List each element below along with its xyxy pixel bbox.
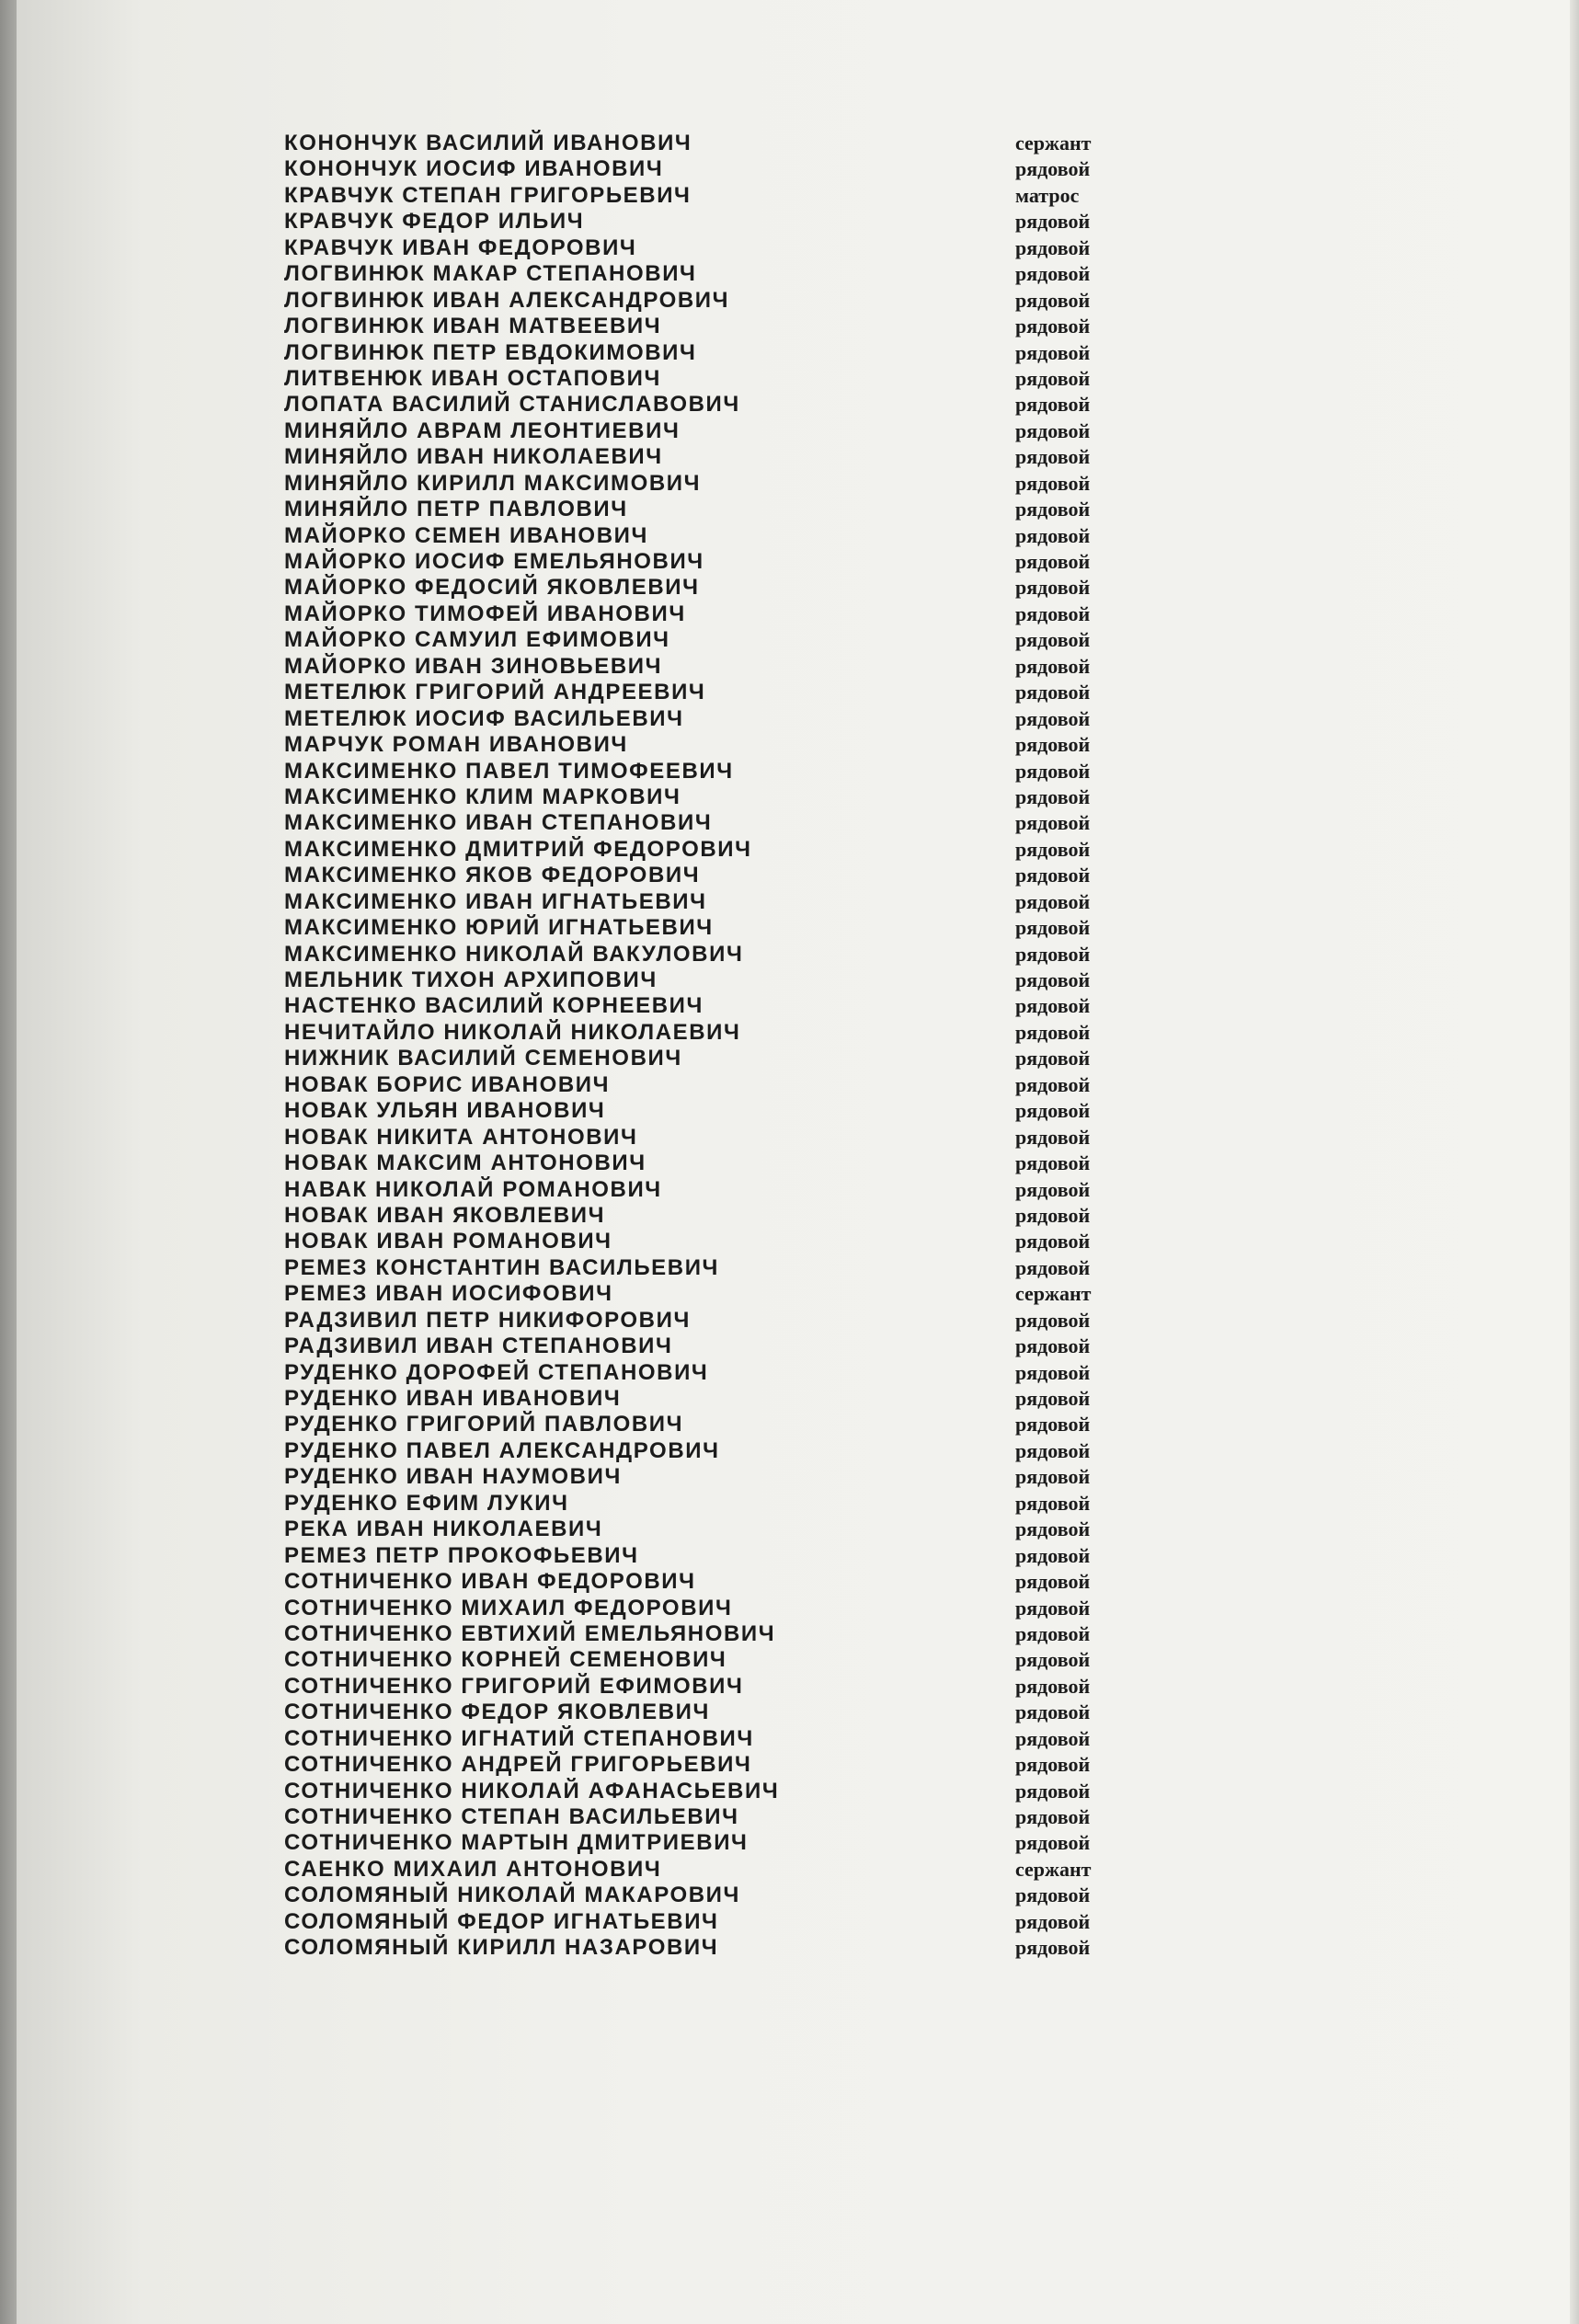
military-rank: рядовой [1015, 837, 1091, 861]
list-item [284, 1569, 1149, 1595]
military-rank: рядовой [1015, 366, 1091, 390]
person-name: МАЙОРКО ИОСИФ ЕМЕЛЬЯНОВИЧ [284, 549, 704, 574]
person-name: РЕКА ИВАН НИКОЛАЕВИЧ [284, 1517, 603, 1542]
military-rank: рядовой [1015, 1648, 1091, 1672]
military-rank: рядовой [1015, 942, 1091, 966]
list-item [284, 1281, 1149, 1307]
military-rank: рядовой [1015, 1465, 1091, 1489]
person-name: МАЙОРКО ИВАН ЗИНОВЬЕВИЧ [284, 653, 663, 679]
person-name: КОНОНЧУК ВАСИЛИЙ ИВАНОВИЧ [284, 131, 692, 155]
list-item [284, 1151, 1149, 1176]
military-rank: рядовой [1015, 994, 1091, 1018]
list-item [284, 1464, 1149, 1490]
list-item [284, 915, 1149, 941]
military-rank: сержант [1015, 132, 1092, 155]
list-item [284, 288, 1149, 314]
list-item [284, 1883, 1149, 1908]
military-rank: рядовой [1015, 784, 1091, 808]
list-item [284, 1072, 1149, 1098]
military-rank: рядовой [1015, 498, 1091, 521]
list-item [284, 1438, 1149, 1464]
person-name: ЛОГВИНЮК ИВАН МАТВЕЕВИЧ [284, 314, 662, 339]
military-rank: рядовой [1015, 1020, 1091, 1044]
person-name: РУДЕНКО ПАВЕЛ АЛЕКСАНДРОВИЧ [284, 1437, 720, 1463]
person-name: СОТНИЧЕНКО КОРНЕЙ СЕМЕНОВИЧ [284, 1647, 727, 1673]
list-item [284, 340, 1149, 366]
list-item [284, 575, 1149, 601]
list-item [284, 654, 1149, 680]
person-name: СОТНИЧЕНКО ЕВТИХИЙ ЕМЕЛЬЯНОВИЧ [284, 1620, 776, 1646]
person-name: ЛОГВИНЮК ИВАН АЛЕКСАНДРОВИЧ [284, 287, 730, 313]
person-name: МАКСИМЕНКО ПАВЕЛ ТИМОФЕЕВИЧ [284, 758, 734, 784]
list-item [284, 1386, 1149, 1412]
military-rank: рядовой [1015, 262, 1091, 286]
list-item [284, 1700, 1149, 1725]
list-item [284, 1177, 1149, 1203]
list-item [284, 784, 1149, 810]
person-name: МАКСИМЕНКО ЯКОВ ФЕДОРОВИЧ [284, 863, 701, 888]
person-name: МЕТЕЛЮК ИОСИФ ВАСИЛЬЕВИЧ [284, 705, 684, 731]
person-name: КРАВЧУК ФЕДОР ИЛЬИЧ [284, 209, 585, 235]
person-name: СОЛОМЯНЫЙ НИКОЛАЙ МАКАРОВИЧ [284, 1883, 741, 1908]
list-item [284, 131, 1149, 156]
military-rank: сержант [1015, 1857, 1092, 1881]
person-name: НОВАК УЛЬЯН ИВАНОВИЧ [284, 1098, 606, 1124]
list-item [284, 392, 1149, 418]
list-item [284, 1334, 1149, 1359]
person-name: СОТНИЧЕНКО МИХАИЛ ФЕДОРОВИЧ [284, 1595, 733, 1620]
person-name: СОТНИЧЕНКО АНДРЕЙ ГРИГОРЬЕВИЧ [284, 1752, 752, 1778]
person-name: МАЙОРКО ТИМОФЕЙ ИВАНОВИЧ [284, 601, 686, 626]
person-name: МАКСИМЕНКО ИВАН СТЕПАНОВИЧ [284, 810, 713, 836]
military-rank: рядовой [1015, 1438, 1091, 1462]
person-name: МАРЧУК РОМАН ИВАНОВИЧ [284, 732, 628, 758]
military-rank: рядовой [1015, 654, 1091, 678]
military-rank: рядовой [1015, 1072, 1091, 1096]
list-item [284, 1779, 1149, 1804]
list-item [284, 889, 1149, 915]
person-name: РУДЕНКО ДОРОФЕЙ СТЕПАНОВИЧ [284, 1359, 709, 1385]
list-item [284, 1857, 1149, 1883]
person-name: КОНОНЧУК ИОСИФ ИВАНОВИЧ [284, 156, 664, 182]
list-item [284, 1412, 1149, 1437]
list-item [284, 1543, 1149, 1569]
military-rank: рядовой [1015, 1099, 1091, 1123]
military-rank: рядовой [1015, 1125, 1091, 1149]
person-name: РУДЕНКО ИВАН НАУМОВИЧ [284, 1464, 622, 1490]
list-item [284, 1752, 1149, 1778]
list-item [284, 1046, 1149, 1071]
military-rank: рядовой [1015, 1779, 1091, 1803]
military-rank: рядовой [1015, 1413, 1091, 1437]
list-item [284, 759, 1149, 784]
person-name: МАКСИМЕНКО ИВАН ИГНАТЬЕВИЧ [284, 888, 707, 914]
list-item [284, 942, 1149, 967]
military-rank: рядовой [1015, 471, 1091, 495]
list-item [284, 444, 1149, 470]
person-name: МИНЯЙЛО ПЕТР ПАВЛОВИЧ [284, 497, 628, 522]
military-rank: рядовой [1015, 340, 1091, 364]
person-name: НОВАК ИВАН РОМАНОВИЧ [284, 1229, 612, 1254]
page-edge [1570, 0, 1579, 2324]
list-item [284, 183, 1149, 209]
person-name: МИНЯЙЛО ИВАН НИКОЛАЕВИЧ [284, 444, 663, 470]
military-rank: рядовой [1015, 1047, 1091, 1070]
person-name: СОТНИЧЕНКО ИВАН ФЕДОРОВИЧ [284, 1569, 696, 1595]
military-rank: рядовой [1015, 759, 1091, 783]
person-name: НЕЧИТАЙЛО НИКОЛАЙ НИКОЛАЕВИЧ [284, 1019, 741, 1045]
person-name: НОВАК БОРИС ИВАНОВИЧ [284, 1071, 611, 1097]
list-item [284, 209, 1149, 235]
person-name: НОВАК НИКИТА АНТОНОВИЧ [284, 1124, 638, 1150]
list-item [284, 1830, 1149, 1856]
person-name: МАЙОРКО САМУИЛ ЕФИМОВИЧ [284, 627, 670, 653]
person-name: МАКСИМЕНКО ЮРИЙ ИГНАТЬЕВИЧ [284, 915, 714, 941]
military-rank: рядовой [1015, 601, 1091, 625]
military-rank: рядовой [1015, 1491, 1091, 1515]
military-rank: рядовой [1015, 576, 1091, 600]
person-name: НОВАК ИВАН ЯКОВЛЕВИЧ [284, 1202, 606, 1228]
military-rank: рядовой [1015, 864, 1091, 887]
list-item [284, 706, 1149, 732]
list-item [284, 1596, 1149, 1621]
person-name: ЛОГВИНЮК ПЕТР ЕВДОКИМОВИЧ [284, 339, 697, 365]
person-name: РЕМЕЗ ПЕТР ПРОКОФЬЕВИЧ [284, 1542, 639, 1568]
list-item [284, 1674, 1149, 1700]
military-rank: рядовой [1015, 418, 1091, 442]
list-item [284, 837, 1149, 863]
military-rank: рядовой [1015, 393, 1091, 417]
list-item [284, 1909, 1149, 1935]
person-name: ЛОГВИНЮК МАКАР СТЕПАНОВИЧ [284, 261, 697, 287]
person-name: СОЛОМЯНЫЙ КИРИЛЛ НАЗАРОВИЧ [284, 1935, 719, 1961]
military-rank: рядовой [1015, 889, 1091, 913]
list-item [284, 1255, 1149, 1281]
military-rank: рядовой [1015, 1883, 1091, 1907]
military-rank: рядовой [1015, 811, 1091, 835]
person-name: НОВАК МАКСИМ АНТОНОВИЧ [284, 1151, 646, 1176]
person-name: МАКСИМЕНКО ДМИТРИЙ ФЕДОРОВИЧ [284, 836, 752, 862]
military-rank: рядовой [1015, 1936, 1091, 1960]
list-item [284, 1804, 1149, 1830]
military-rank: рядовой [1015, 1570, 1091, 1594]
list-item [284, 1360, 1149, 1386]
person-name: МАКСИМЕНКО НИКОЛАЙ ВАКУЛОВИЧ [284, 941, 744, 967]
list-item [284, 1621, 1149, 1647]
military-rank: рядовой [1015, 157, 1091, 181]
military-rank: матрос [1015, 183, 1080, 207]
list-item [284, 680, 1149, 705]
person-name: СОТНИЧЕНКО ИГНАТИЙ СТЕПАНОВИЧ [284, 1725, 754, 1751]
person-name: РУДЕНКО ЕФИМ ЛУКИЧ [284, 1490, 569, 1516]
person-name: МАЙОРКО ФЕДОСИЙ ЯКОВЛЕВИЧ [284, 575, 700, 601]
person-name: МАКСИМЕНКО КЛИМ МАРКОВИЧ [284, 784, 681, 809]
list-item [284, 1935, 1149, 1961]
military-rank: рядовой [1015, 550, 1091, 573]
list-item [284, 967, 1149, 993]
book-page [17, 0, 1579, 2324]
person-name: РЕМЕЗ КОНСТАНТИН ВАСИЛЬЕВИЧ [284, 1254, 720, 1280]
list-item [284, 1125, 1149, 1151]
list-item [284, 1098, 1149, 1124]
list-item [284, 1517, 1149, 1542]
military-rank: рядовой [1015, 1596, 1091, 1620]
list-item [284, 1229, 1149, 1254]
military-rank: рядовой [1015, 733, 1091, 757]
military-rank: рядовой [1015, 1700, 1091, 1724]
military-rank: рядовой [1015, 628, 1091, 652]
military-rank: рядовой [1015, 968, 1091, 991]
list-item [284, 1308, 1149, 1334]
military-rank: рядовой [1015, 288, 1091, 312]
person-name: РАДЗИВИЛ ИВАН СТЕПАНОВИЧ [284, 1334, 673, 1359]
military-rank: сержант [1015, 1282, 1092, 1306]
military-rank: рядовой [1015, 916, 1091, 940]
military-rank: рядовой [1015, 1753, 1091, 1777]
person-name: РЕМЕЗ ИВАН ИОСИФОВИЧ [284, 1281, 613, 1307]
military-rank: рядовой [1015, 1360, 1091, 1384]
military-rank: рядовой [1015, 1334, 1091, 1358]
person-name: СОТНИЧЕНКО ГРИГОРИЙ ЕФИМОВИЧ [284, 1673, 744, 1699]
military-rank: рядовой [1015, 1726, 1091, 1750]
person-name: НИЖНИК ВАСИЛИЙ СЕМЕНОВИЧ [284, 1046, 682, 1071]
person-name: ЛИТВЕНЮК ИВАН ОСТАПОВИЧ [284, 365, 661, 391]
military-rank: рядовой [1015, 1831, 1091, 1855]
person-name: ЛОПАТА ВАСИЛИЙ СТАНИСЛАВОВИЧ [284, 392, 740, 418]
list-item [284, 471, 1149, 497]
list-item [284, 1203, 1149, 1229]
military-rank: рядовой [1015, 1517, 1091, 1541]
list-item [284, 810, 1149, 836]
list-item [284, 1726, 1149, 1752]
list-item [284, 261, 1149, 287]
military-rank: рядовой [1015, 1621, 1091, 1645]
person-name: РАДЗИВИЛ ПЕТР НИКИФОРОВИЧ [284, 1307, 691, 1333]
list-item [284, 497, 1149, 522]
list-item [284, 993, 1149, 1019]
military-rank: рядовой [1015, 1387, 1091, 1410]
military-rank: рядовой [1015, 1674, 1091, 1698]
person-name: МЕЛЬНИК ТИХОН АРХИПОВИЧ [284, 967, 658, 992]
person-name: СОТНИЧЕНКО СТЕПАН ВАСИЛЬЕВИЧ [284, 1804, 739, 1829]
military-rank: рядовой [1015, 1230, 1091, 1254]
military-rank: рядовой [1015, 1255, 1091, 1279]
person-name: РУДЕНКО ГРИГОРИЙ ПАВЛОВИЧ [284, 1412, 684, 1437]
list-item [284, 156, 1149, 182]
military-rank: рядовой [1015, 315, 1091, 338]
person-name: САЕНКО МИХАИЛ АНТОНОВИЧ [284, 1856, 662, 1882]
person-name: НАСТЕНКО ВАСИЛИЙ КОРНЕЕВИЧ [284, 993, 704, 1019]
military-rank: рядовой [1015, 523, 1091, 547]
person-name: МИНЯЙЛО АВРАМ ЛЕОНТИЕВИЧ [284, 418, 681, 443]
list-item [284, 549, 1149, 575]
person-name: КРАВЧУК СТЕПАН ГРИГОРЬЕВИЧ [284, 182, 692, 208]
military-rank: рядовой [1015, 1308, 1091, 1332]
list-item [284, 418, 1149, 444]
list-item [284, 732, 1149, 758]
military-rank: рядовой [1015, 445, 1091, 469]
list-item [284, 627, 1149, 653]
military-rank: рядовой [1015, 1203, 1091, 1227]
military-rank: рядовой [1015, 235, 1091, 259]
person-name: НАВАК НИКОЛАЙ РОМАНОВИЧ [284, 1176, 662, 1202]
list-item [284, 863, 1149, 888]
military-rank: рядовой [1015, 706, 1091, 730]
list-item [284, 523, 1149, 549]
person-name: МИНЯЙЛО КИРИЛЛ МАКСИМОВИЧ [284, 470, 702, 496]
list-item [284, 1020, 1149, 1046]
list-item [284, 235, 1149, 261]
military-rank: рядовой [1015, 210, 1091, 234]
list-item [284, 601, 1149, 627]
list-item [284, 314, 1149, 339]
person-name: РУДЕНКО ИВАН ИВАНОВИЧ [284, 1386, 622, 1411]
list-item [284, 366, 1149, 392]
person-name: МАЙОРКО СЕМЕН ИВАНОВИЧ [284, 522, 648, 548]
list-item [284, 1647, 1149, 1673]
person-name: МЕТЕЛЮК ГРИГОРИЙ АНДРЕЕВИЧ [284, 680, 706, 705]
person-name: СОТНИЧЕНКО МАРТЫН ДМИТРИЕВИЧ [284, 1830, 749, 1856]
person-name: СОЛОМЯНЫЙ ФЕДОР ИГНАТЬЕВИЧ [284, 1908, 719, 1934]
military-rank: рядовой [1015, 1909, 1091, 1933]
names-list [284, 131, 1149, 1962]
person-name: СОТНИЧЕНКО ФЕДОР ЯКОВЛЕВИЧ [284, 1700, 710, 1725]
military-rank: рядовой [1015, 1177, 1091, 1201]
person-name: СОТНИЧЕНКО НИКОЛАЙ АФАНАСЬЕВИЧ [284, 1778, 780, 1803]
person-name: КРАВЧУК ИВАН ФЕДОРОВИЧ [284, 235, 637, 260]
list-item [284, 1491, 1149, 1517]
military-rank: рядовой [1015, 1805, 1091, 1828]
military-rank: рядовой [1015, 1151, 1091, 1175]
military-rank: рядовой [1015, 1543, 1091, 1567]
military-rank: рядовой [1015, 681, 1091, 704]
